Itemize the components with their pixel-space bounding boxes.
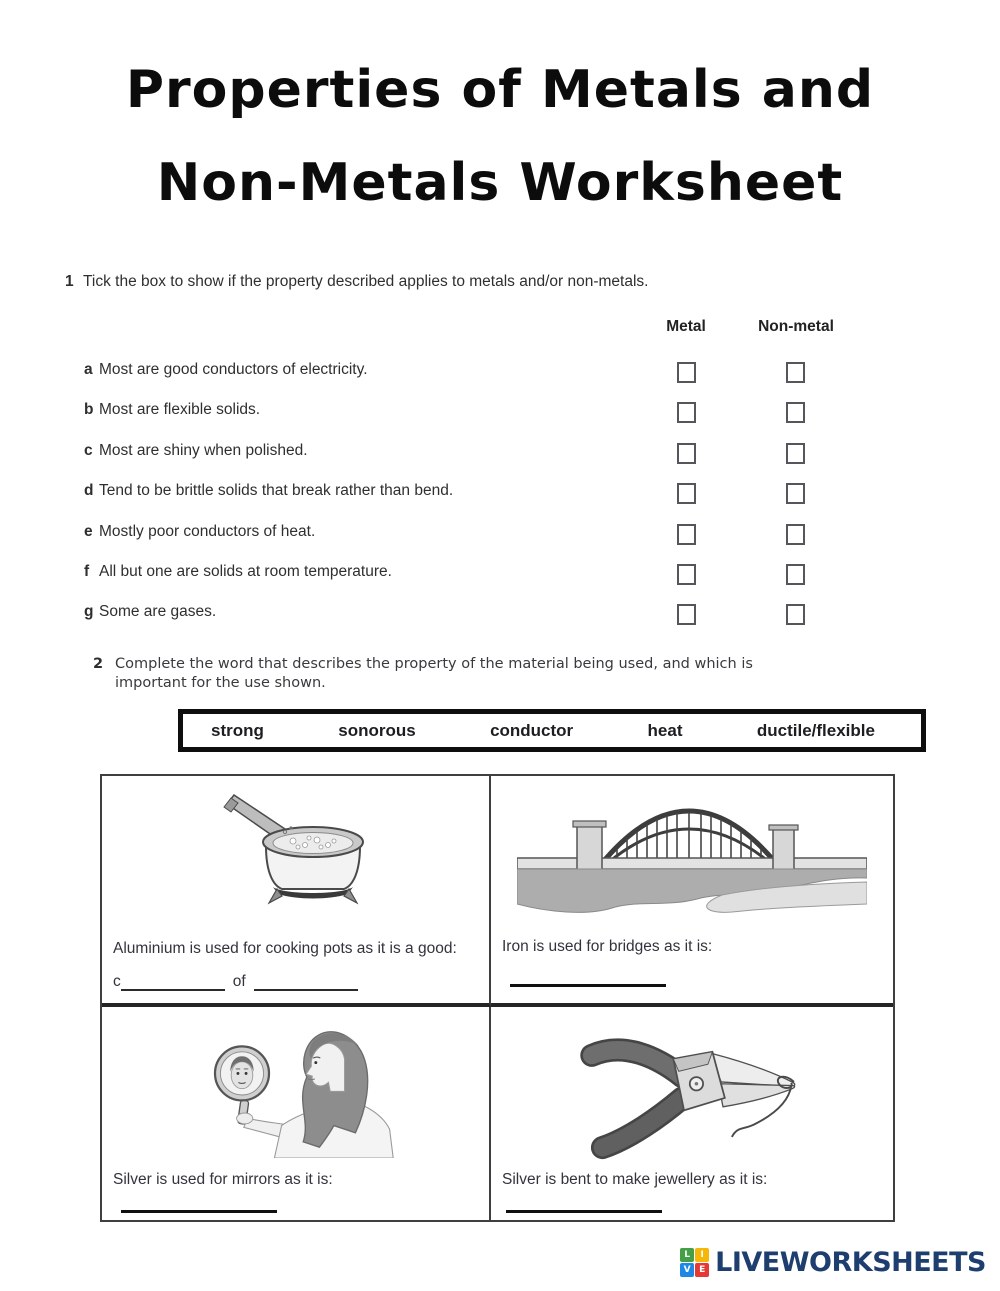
property-text: Most are flexible solids. — [99, 401, 261, 419]
word-bank — [178, 709, 926, 752]
metal-checkbox-a[interactable] — [677, 362, 696, 383]
woman-with-mirror-illustration — [188, 1023, 404, 1158]
pliers-bending-wire-illustration — [572, 1027, 812, 1160]
worksheet-title — [0, 44, 1000, 230]
metal-checkbox-g[interactable] — [677, 604, 696, 625]
property-row-d — [65, 482, 945, 522]
answer-blank[interactable] — [506, 1210, 662, 1213]
property-text: Most are good conductors of electricity. — [99, 361, 368, 378]
usage-cell-cooking-pot — [102, 776, 491, 1007]
answer-row — [113, 973, 358, 991]
question-2-number: 2 — [93, 656, 104, 672]
question-2 — [93, 655, 893, 693]
nonmetal-checkbox-c[interactable] — [786, 443, 805, 464]
property-row-e — [65, 523, 945, 563]
cooking-pot-illustration — [221, 790, 371, 910]
metal-checkbox-e[interactable] — [677, 524, 696, 545]
row-letter: b — [84, 401, 94, 419]
property-row-a — [65, 361, 945, 401]
word-bank-item: conductor — [490, 720, 574, 740]
metal-checkbox-c[interactable] — [677, 443, 696, 464]
question-2-prompt-line-2: important for the use shown. — [115, 675, 326, 691]
row-letter: d — [84, 482, 94, 500]
question-2-prompt-line-1: Complete the word that describes the property of the material being used, and which is — [115, 656, 753, 672]
column-header-metal: Metal — [666, 318, 706, 335]
row-letter: a — [84, 361, 93, 378]
property-row-g — [65, 603, 945, 643]
liveworksheets-logo-icon — [680, 1248, 709, 1277]
property-text: Most are shiny when polished. — [99, 441, 308, 459]
answer-blank[interactable] — [121, 1210, 277, 1213]
usage-cell-bridge — [491, 776, 893, 1007]
title-line-2: Non-Metals Worksheet — [156, 153, 844, 213]
answer-blank[interactable] — [254, 974, 358, 991]
nonmetal-checkbox-a[interactable] — [786, 362, 805, 383]
nonmetal-checkbox-e[interactable] — [786, 524, 805, 545]
usage-cell-pliers — [491, 1007, 893, 1220]
row-letter: f — [84, 562, 90, 580]
answer-blank[interactable] — [121, 974, 225, 991]
question-1-number: 1 — [65, 273, 74, 290]
question-1 — [65, 272, 945, 644]
usage-table — [100, 774, 895, 1222]
metal-checkbox-b[interactable] — [677, 402, 696, 423]
word-bank-item: heat — [647, 720, 683, 740]
liveworksheets-logo-tile: I — [695, 1248, 709, 1262]
property-text: Some are gases. — [99, 603, 217, 621]
column-header-nonmetal: Non-metal — [758, 318, 834, 335]
liveworksheets-brand: LIVEWORKSHEETS — [715, 1247, 986, 1278]
metal-checkbox-f[interactable] — [677, 564, 696, 585]
property-row-b — [65, 401, 945, 441]
word-bank-item: ductile/flexible — [756, 720, 875, 740]
bridge-illustration — [517, 800, 867, 935]
title-line-1: Properties of Metals and — [125, 60, 875, 120]
liveworksheets-logo-tile: V — [680, 1263, 694, 1277]
word-bank-item: sonorous — [338, 720, 416, 740]
row-letter: e — [84, 522, 93, 540]
property-row-c — [65, 442, 945, 482]
usage-caption: Silver is used for mirrors as it is: — [113, 1171, 333, 1188]
metal-checkbox-d[interactable] — [677, 483, 696, 504]
nonmetal-checkbox-d[interactable] — [786, 483, 805, 504]
word-bank-item: strong — [211, 720, 264, 740]
nonmetal-checkbox-g[interactable] — [786, 604, 805, 625]
nonmetal-checkbox-b[interactable] — [786, 402, 805, 423]
liveworksheets-logo-tile: L — [680, 1248, 694, 1262]
property-text: Tend to be brittle solids that break rather than bend. — [99, 482, 454, 500]
liveworksheets-logo-tile: E — [695, 1263, 709, 1277]
question-2-prompt-row — [93, 655, 893, 693]
answer-prefix: c — [113, 973, 121, 990]
row-letter: c — [84, 441, 93, 459]
question-1-prompt: Tick the box to show if the property described applies to metals and/or non-metals. — [83, 273, 649, 290]
nonmetal-checkbox-f[interactable] — [786, 564, 805, 585]
row-letter: g — [84, 603, 94, 621]
liveworksheets-footer — [680, 1247, 986, 1278]
property-text: Mostly poor conductors of heat. — [99, 522, 316, 540]
usage-caption: Silver is bent to make jewellery as it is: — [502, 1171, 768, 1188]
property-rows — [65, 361, 945, 644]
answer-blank[interactable] — [510, 984, 666, 987]
usage-cell-mirror — [102, 1007, 491, 1220]
usage-caption: Iron is used for bridges as it is: — [502, 938, 713, 955]
property-row-f — [65, 563, 945, 603]
answer-connector: of — [232, 973, 246, 990]
property-text: All but one are solids at room temperature. — [99, 562, 392, 580]
usage-caption: Aluminium is used for cooking pots as it is a good: — [113, 940, 457, 957]
question-1-prompt-row — [65, 272, 945, 291]
checkbox-column-headers — [65, 318, 945, 340]
